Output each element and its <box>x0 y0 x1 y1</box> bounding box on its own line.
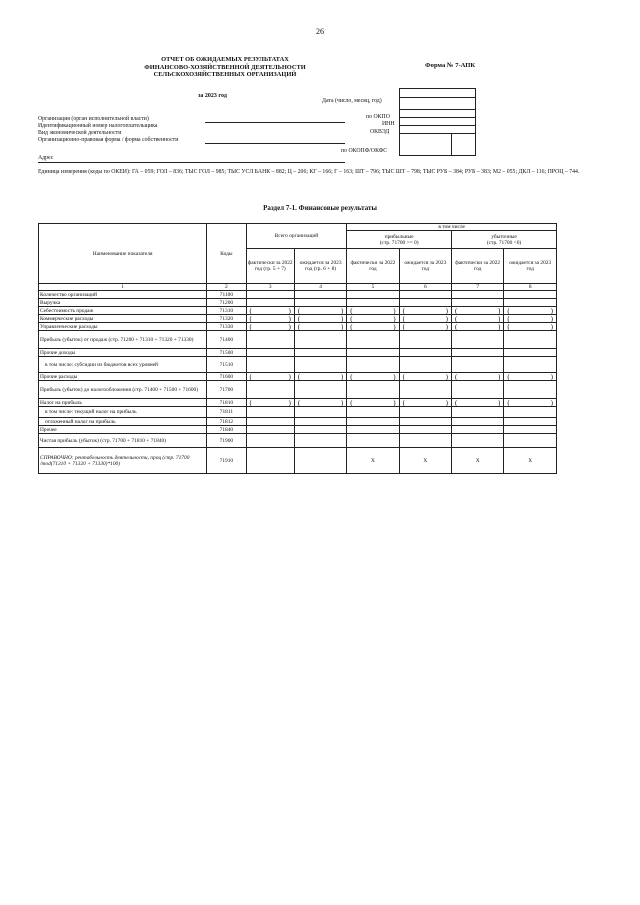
value-cell[interactable] <box>294 434 346 448</box>
value-cell[interactable] <box>246 307 294 315</box>
value-cell[interactable] <box>347 323 399 331</box>
negative-open-paren: ( <box>507 314 510 323</box>
table-row <box>39 381 557 399</box>
value-cell[interactable] <box>399 399 451 407</box>
value-cell[interactable] <box>452 291 504 299</box>
header-unprofitable-label: убыточные <box>491 233 517 240</box>
not-applicable-cell: X <box>347 448 399 474</box>
negative-open-paren: ( <box>507 372 510 381</box>
value-cell[interactable] <box>347 399 399 407</box>
negative-open-paren: ( <box>297 314 301 323</box>
negative-close-paren: ) <box>393 306 396 315</box>
table-row <box>39 448 557 474</box>
value-cell[interactable] <box>347 434 399 448</box>
value-cell[interactable] <box>504 373 557 381</box>
value-cell[interactable] <box>504 299 557 307</box>
value-cell[interactable] <box>294 299 346 307</box>
negative-open-paren: ( <box>455 322 458 331</box>
negative-open-paren: ( <box>350 322 353 331</box>
negative-close-paren: ) <box>498 322 501 331</box>
value-cell[interactable] <box>294 307 346 315</box>
row-indicator-name: в том числе: субсидии из бюджетов всех уровней <box>39 357 207 373</box>
negative-close-paren: ) <box>445 372 449 381</box>
codes-box-divider <box>400 109 475 110</box>
value-cell[interactable] <box>347 381 399 399</box>
column-number: 4 <box>294 284 346 291</box>
value-cell[interactable] <box>347 331 399 349</box>
negative-open-paren: ( <box>297 372 301 381</box>
value-cell[interactable] <box>504 307 557 315</box>
row-indicator-name: Себестоимость продаж <box>39 307 207 315</box>
value-cell[interactable] <box>246 299 294 307</box>
value-cell[interactable] <box>452 315 504 323</box>
row-code: 71840 <box>207 426 246 434</box>
table-row <box>39 426 557 434</box>
negative-open-paren: ( <box>350 372 353 381</box>
value-cell[interactable] <box>399 331 451 349</box>
table-row <box>39 434 557 448</box>
value-cell[interactable] <box>347 349 399 357</box>
column-number: 6 <box>399 284 451 291</box>
negative-close-paren: ) <box>445 306 449 315</box>
header-expected-unprofitable: ожидается за 2023 год <box>504 249 557 284</box>
value-cell[interactable] <box>246 357 294 373</box>
row-indicator-name: Выручка <box>39 299 207 307</box>
column-number: 3 <box>246 284 294 291</box>
negative-open-paren: ( <box>297 306 301 315</box>
section-title: Раздел 7-1. Финансовые результаты <box>263 204 377 212</box>
header-fact-profitable: фактически за 2022 год <box>347 249 399 284</box>
column-number: 5 <box>347 284 399 291</box>
header-profitable-label: прибыльные <box>384 233 414 240</box>
value-cell[interactable] <box>294 291 346 299</box>
negative-close-paren: ) <box>393 314 396 323</box>
header-unprofitable-condition: (стр. 71700 <0) <box>486 239 522 246</box>
negative-open-paren: ( <box>402 314 405 323</box>
page-number: 26 <box>316 27 324 36</box>
meta-okved-label: ОКВЭД <box>370 129 390 135</box>
value-cell[interactable] <box>452 307 504 315</box>
header-in-total: в том числе <box>347 224 557 231</box>
negative-open-paren: ( <box>402 322 405 331</box>
value-cell[interactable] <box>399 299 451 307</box>
negative-open-paren: ( <box>249 314 252 323</box>
value-cell[interactable] <box>294 407 346 418</box>
value-cell[interactable] <box>294 399 346 407</box>
value-cell[interactable] <box>347 357 399 373</box>
financial-results-table <box>38 223 557 474</box>
table-row <box>39 357 557 373</box>
negative-open-paren: ( <box>455 372 458 381</box>
value-cell[interactable] <box>399 315 451 323</box>
negative-open-paren: ( <box>249 322 252 331</box>
negative-open-paren: ( <box>249 372 252 381</box>
table-row <box>39 307 557 315</box>
value-cell[interactable] <box>246 448 294 474</box>
legal-form-underline <box>205 143 345 144</box>
value-cell[interactable] <box>399 381 451 399</box>
value-cell[interactable] <box>347 307 399 315</box>
table-row <box>39 291 557 299</box>
row-code: 71812 <box>207 418 246 426</box>
codes-box-divider <box>451 133 452 155</box>
negative-close-paren: ) <box>393 398 396 407</box>
value-cell[interactable] <box>347 291 399 299</box>
negative-close-paren: ) <box>445 398 449 407</box>
value-cell[interactable] <box>504 291 557 299</box>
table-row <box>39 315 557 323</box>
value-cell[interactable] <box>504 323 557 331</box>
report-year: за 2023 год <box>198 93 227 99</box>
negative-close-paren: ) <box>498 398 501 407</box>
value-cell[interactable] <box>452 399 504 407</box>
value-cell[interactable] <box>294 426 346 434</box>
header-indicator-name: Наименование показателя <box>39 224 207 284</box>
negative-close-paren: ) <box>340 322 344 331</box>
value-cell[interactable] <box>294 315 346 323</box>
negative-close-paren: ) <box>288 372 291 381</box>
header-all-orgs: Всего организаций <box>246 224 347 249</box>
row-indicator-name: в том числе: текущий налог на прибыль <box>39 407 207 418</box>
report-title-line: ОТЧЕТ ОБ ОЖИДАЕМЫХ РЕЗУЛЬТАТАХ <box>161 56 289 63</box>
value-cell[interactable] <box>399 418 451 426</box>
table-row <box>39 399 557 407</box>
value-cell[interactable] <box>246 291 294 299</box>
table-row <box>39 418 557 426</box>
form-id: Форма № 7-АПК <box>425 62 476 69</box>
value-cell[interactable] <box>347 373 399 381</box>
row-code: 71700 <box>207 381 246 399</box>
report-title-line: ФИНАНСОВО-ХОЗЯЙСТВЕННОЙ ДЕЯТЕЛЬНОСТИ <box>144 63 306 71</box>
value-cell[interactable] <box>452 323 504 331</box>
value-cell[interactable] <box>294 373 346 381</box>
value-cell[interactable] <box>399 373 451 381</box>
negative-close-paren: ) <box>340 306 344 315</box>
meta-okopf-label: по ОКОПФ/ОКФС <box>341 148 388 154</box>
value-cell[interactable] <box>452 434 504 448</box>
units-note: Единица измерения (коды по ОКЕИ): ГА – 059; ГОЛ – 836; ТЫС ГОЛ – 985; ТЫС УСЛ БАНК – 882; Ц – 206; КГ – 166; Г – 163; ШТ – 796; ТЫС ШТ – 798; ТЫС РУБ – 384; РУБ – 383; М2 – 055; ДКЛ – 116; ПРОЦ – 744. <box>38 169 580 175</box>
meta-inn-label: Идентификационный номер налогоплательщика <box>38 123 158 129</box>
value-cell[interactable] <box>246 426 294 434</box>
negative-open-paren: ( <box>402 306 405 315</box>
negative-open-paren: ( <box>507 398 510 407</box>
negative-open-paren: ( <box>249 398 252 407</box>
row-indicator-name: Коммерческие расходы <box>39 315 207 323</box>
row-indicator-name: Количество организаций <box>39 291 207 299</box>
negative-close-paren: ) <box>445 314 449 323</box>
report-title <box>110 56 340 79</box>
value-cell[interactable] <box>246 331 294 349</box>
negative-open-paren: ( <box>350 306 353 315</box>
value-cell[interactable] <box>294 418 346 426</box>
value-cell[interactable] <box>347 315 399 323</box>
row-code: 71400 <box>207 331 246 349</box>
negative-open-paren: ( <box>350 398 353 407</box>
negative-open-paren: ( <box>297 322 301 331</box>
value-cell[interactable] <box>294 357 346 373</box>
row-indicator-name: СПРАВОЧНО: рентабельность деятельности, проц (стр. 71700 /mod(71310 + 71320 + 71330)*100) <box>39 448 207 474</box>
value-cell[interactable] <box>294 331 346 349</box>
value-cell[interactable] <box>399 434 451 448</box>
row-code: 71600 <box>207 373 246 381</box>
value-cell[interactable] <box>504 331 557 349</box>
value-cell[interactable] <box>246 407 294 418</box>
value-cell[interactable] <box>504 426 557 434</box>
row-indicator-name: Прибыль (убыток) от продаж (стр. 71200 + 71310 + 71320 + 71330) <box>39 331 207 349</box>
header-unprofitable <box>452 231 557 249</box>
not-applicable-cell: X <box>504 448 557 474</box>
row-indicator-name: Налог на прибыль <box>39 399 207 407</box>
header-expected-profitable: ожидается за 2023 год <box>399 249 451 284</box>
negative-close-paren: ) <box>340 372 344 381</box>
negative-open-paren: ( <box>249 306 252 315</box>
organization-underline <box>205 122 345 123</box>
value-cell[interactable] <box>399 349 451 357</box>
negative-open-paren: ( <box>455 306 458 315</box>
codes-box-divider <box>400 97 475 98</box>
negative-close-paren: ) <box>550 314 553 323</box>
value-cell[interactable] <box>246 399 294 407</box>
negative-open-paren: ( <box>402 372 405 381</box>
value-cell[interactable] <box>246 418 294 426</box>
header-codes: Коды <box>207 224 246 284</box>
value-cell[interactable] <box>246 323 294 331</box>
header-expected-all: ожидается за 2023 год (гр. 6 + 8) <box>294 249 346 284</box>
meta-activity-label: Вид экономической деятельности <box>38 130 122 136</box>
value-cell[interactable] <box>452 357 504 373</box>
negative-open-paren: ( <box>455 314 458 323</box>
header-fact-unprofitable: фактически за 2022 год <box>452 249 504 284</box>
column-number: 2 <box>207 284 246 291</box>
negative-close-paren: ) <box>445 322 449 331</box>
row-indicator-name: Прочее <box>39 426 207 434</box>
table-row <box>39 299 557 307</box>
value-cell[interactable] <box>399 426 451 434</box>
codes-box-divider <box>400 133 475 134</box>
table-row <box>39 349 557 357</box>
negative-open-paren: ( <box>507 306 510 315</box>
codes-box-divider <box>400 117 475 118</box>
not-applicable-cell: X <box>452 448 504 474</box>
table-row <box>39 331 557 349</box>
value-cell[interactable] <box>452 373 504 381</box>
row-indicator-name: Чистая прибыль (убыток) (стр. 71700 + 71810 + 71840) <box>39 434 207 448</box>
row-code: 71811 <box>207 407 246 418</box>
column-number: 7 <box>452 284 504 291</box>
value-cell[interactable] <box>347 418 399 426</box>
row-code: 71910 <box>207 448 246 474</box>
value-cell[interactable] <box>504 434 557 448</box>
column-number: 1 <box>39 284 207 291</box>
value-cell[interactable] <box>504 357 557 373</box>
row-indicator-name: отложенный налог на прибыль <box>39 418 207 426</box>
negative-close-paren: ) <box>340 398 344 407</box>
negative-open-paren: ( <box>350 314 353 323</box>
row-code: 71510 <box>207 357 246 373</box>
value-cell[interactable] <box>399 291 451 299</box>
value-cell[interactable] <box>504 418 557 426</box>
value-cell[interactable] <box>452 381 504 399</box>
row-indicator-name: Прочие доходы <box>39 349 207 357</box>
value-cell[interactable] <box>246 373 294 381</box>
negative-close-paren: ) <box>498 306 501 315</box>
value-cell[interactable] <box>347 407 399 418</box>
table-row <box>39 407 557 418</box>
table-row <box>39 323 557 331</box>
column-number: 8 <box>504 284 557 291</box>
negative-open-paren: ( <box>507 322 510 331</box>
codes-box-divider <box>400 125 475 126</box>
negative-open-paren: ( <box>297 398 301 407</box>
negative-close-paren: ) <box>340 314 344 323</box>
table-row <box>39 373 557 381</box>
value-cell[interactable] <box>246 315 294 323</box>
table-body <box>39 291 557 474</box>
negative-close-paren: ) <box>550 372 553 381</box>
value-cell[interactable] <box>399 307 451 315</box>
row-code: 71310 <box>207 307 246 315</box>
value-cell[interactable] <box>504 399 557 407</box>
value-cell[interactable] <box>246 381 294 399</box>
value-cell[interactable] <box>504 381 557 399</box>
row-indicator-name: Управленческие расходы <box>39 323 207 331</box>
header-profitable <box>347 231 452 249</box>
value-cell[interactable] <box>452 426 504 434</box>
value-cell[interactable] <box>452 331 504 349</box>
meta-okpo-label: по ОКПО <box>366 114 390 120</box>
value-cell[interactable] <box>294 448 346 474</box>
value-cell[interactable] <box>246 434 294 448</box>
row-indicator-name: Прибыль (убыток) до налогообложения (стр. 71400 + 71500 + 71600) <box>39 381 207 399</box>
header-fact-all: фактически за 2022 год (гр. 5 + 7) <box>246 249 294 284</box>
value-cell[interactable] <box>452 418 504 426</box>
meta-date-label: Дата (число, месяц, год) <box>322 98 382 104</box>
negative-close-paren: ) <box>550 322 553 331</box>
meta-address-label: Адрес <box>38 155 54 161</box>
row-indicator-name: Прочие расходы <box>39 373 207 381</box>
row-code: 71330 <box>207 323 246 331</box>
row-code: 71810 <box>207 399 246 407</box>
row-code: 71100 <box>207 291 246 299</box>
negative-open-paren: ( <box>455 398 458 407</box>
value-cell[interactable] <box>294 381 346 399</box>
negative-close-paren: ) <box>288 398 291 407</box>
value-cell[interactable] <box>347 299 399 307</box>
value-cell[interactable] <box>452 407 504 418</box>
header-profitable-condition: (стр. 71700 >= 0) <box>379 239 419 246</box>
value-cell[interactable] <box>399 407 451 418</box>
negative-close-paren: ) <box>550 306 553 315</box>
row-code: 71320 <box>207 315 246 323</box>
value-cell[interactable] <box>347 426 399 434</box>
not-applicable-cell: X <box>399 448 451 474</box>
value-cell[interactable] <box>504 407 557 418</box>
negative-close-paren: ) <box>288 314 291 323</box>
value-cell[interactable] <box>294 349 346 357</box>
row-code: 71200 <box>207 299 246 307</box>
row-code: 71900 <box>207 434 246 448</box>
value-cell[interactable] <box>504 349 557 357</box>
meta-inn-code-label: ИНН <box>382 121 395 127</box>
row-code: 71500 <box>207 349 246 357</box>
negative-close-paren: ) <box>393 322 396 331</box>
value-cell[interactable] <box>399 357 451 373</box>
value-cell[interactable] <box>294 323 346 331</box>
meta-organization-label: Организация (орган исполнительной власти) <box>38 116 149 122</box>
codes-box <box>399 88 476 156</box>
negative-close-paren: ) <box>498 314 501 323</box>
value-cell[interactable] <box>246 349 294 357</box>
negative-open-paren: ( <box>402 398 405 407</box>
value-cell[interactable] <box>399 323 451 331</box>
negative-close-paren: ) <box>288 306 291 315</box>
value-cell[interactable] <box>452 349 504 357</box>
address-underline <box>38 162 345 163</box>
meta-legal-form-label: Организационно-правовая форма / форма собственности <box>38 137 179 143</box>
negative-close-paren: ) <box>288 322 291 331</box>
value-cell[interactable] <box>452 299 504 307</box>
negative-close-paren: ) <box>393 372 396 381</box>
report-title-line: СЕЛЬСКОХОЗЯЙСТВЕННЫХ ОРГАНИЗАЦИЙ <box>153 71 297 78</box>
negative-close-paren: ) <box>550 398 553 407</box>
value-cell[interactable] <box>504 315 557 323</box>
negative-close-paren: ) <box>498 372 501 381</box>
